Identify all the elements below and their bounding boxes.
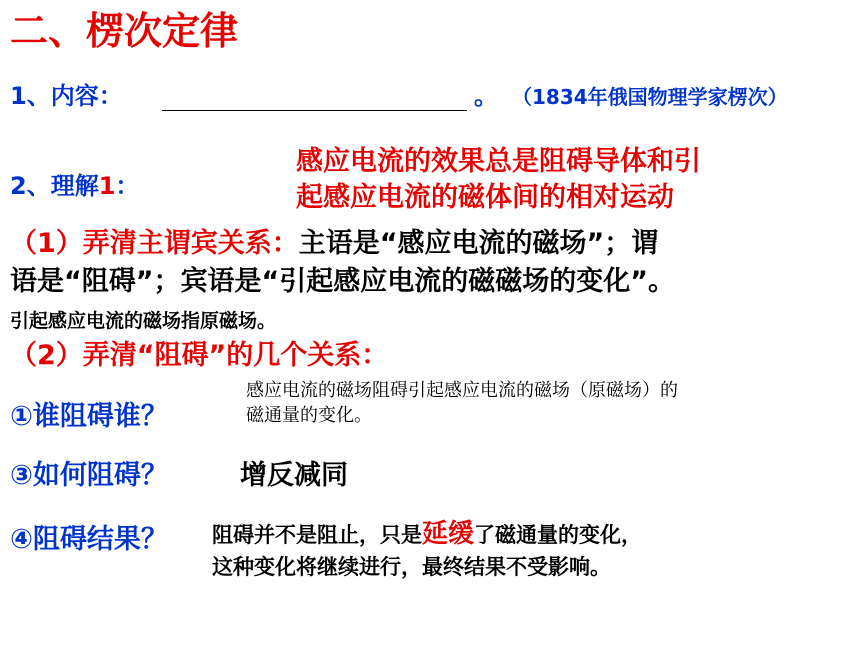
point1-text-line2: 语是“阻碍”；宾语是“引起感应电流的磁磁场的变化”。 [10, 266, 675, 297]
section1-note: （1834年俄国物理学家楞次） [512, 85, 788, 109]
question4-answer-emphasis: 延缓 [422, 519, 475, 549]
question3: ③如何阻碍？ [10, 460, 168, 491]
question4-answer-line1 [212, 518, 642, 551]
point1-heading: （1）弄清主谓宾关系： [10, 228, 299, 259]
point1-text-line1: 主语是“感应电流的磁场”；谓 [298, 228, 659, 259]
section1-end-mark: 。 [474, 82, 498, 110]
section2-label-number: 1 [98, 172, 116, 200]
law-definition [296, 144, 816, 216]
section2-label [10, 170, 139, 202]
section1-label: 1、内容： [10, 82, 123, 110]
point1-line1 [10, 226, 658, 262]
question1-answer-line1: 感应电流的磁场阻碍引起感应电流的磁场（原磁场）的 [246, 380, 678, 401]
law-definition-line2: 起感应电流的磁体间的相对运动 [296, 182, 674, 213]
question4-answer [212, 518, 642, 583]
section2-label-prefix: 2、理解 [10, 172, 99, 200]
question4: ④阻碍结果？ [10, 524, 168, 555]
question4-answer-line2: 这种变化将继续进行，最终结果不受影响。 [212, 555, 611, 579]
question4-answer-pre: 阻碍并不是阻止，只是 [212, 523, 422, 547]
law-definition-line1: 感应电流的效果总是阻碍导体和引 [296, 146, 701, 177]
question1-answer [246, 378, 678, 428]
question1-answer-line2: 磁通量的变化。 [246, 405, 372, 426]
point1-note: 引起感应电流的磁场指原磁场。 [10, 310, 277, 332]
slide-title: 二、楞次定律 [10, 9, 239, 53]
section2-label-colon: ： [115, 172, 140, 200]
point2-heading: （2）弄清“阻碍”的几个关系： [10, 340, 389, 371]
question1: ①谁阻碍谁？ [10, 401, 168, 432]
question3-answer: 增反减同 [240, 460, 348, 491]
fill-in-blank-line [162, 82, 467, 111]
question4-answer-post: 了磁通量的变化， [474, 523, 643, 547]
